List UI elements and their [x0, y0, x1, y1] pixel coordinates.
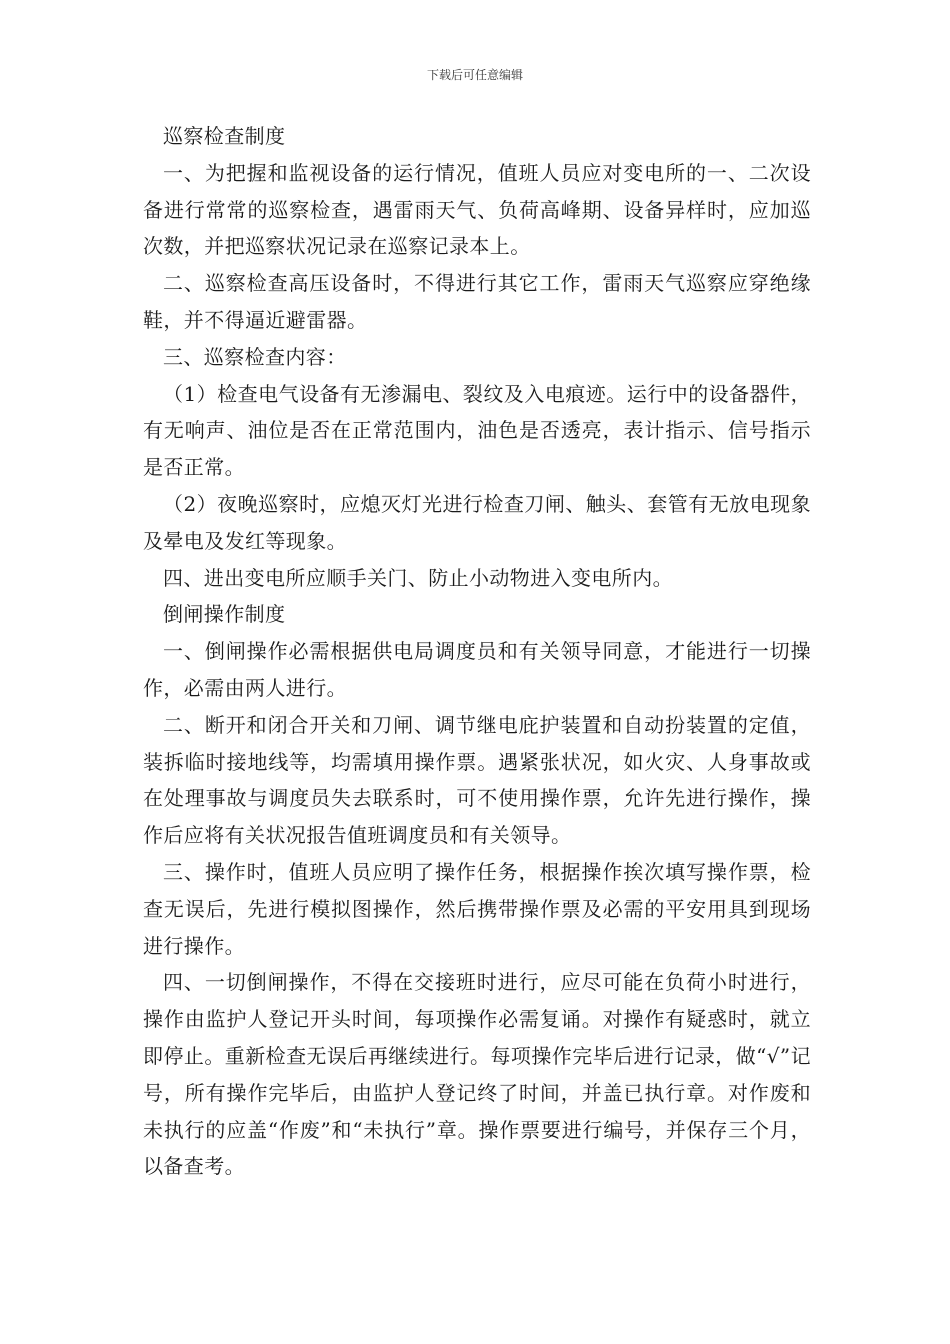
- section-title-switching: 倒闸操作制度: [163, 602, 286, 627]
- paragraph: 四、进出变电所应顺手关门、防止小动物进入变电所内。: [163, 565, 673, 590]
- header-note: 下载后可任意编辑: [426, 68, 523, 82]
- document-body: [143, 118, 811, 1185]
- paragraph: 二、巡察检查高压设备时，不得进行其它工作，雷雨天气巡察应穿绝缘鞋，并不得逼近避雷器。: [143, 271, 811, 332]
- paragraph: 一、为把握和监视设备的运行情况，值班人员应对变电所的一、二次设备进行常常的巡察检查，遇雷雨天气、负荷高峰期、设备异样时，应加巡次数，并把巡察状况记录在巡察记录本上。: [143, 160, 811, 259]
- section-title-inspection: 巡察检查制度: [163, 124, 286, 148]
- paragraph: 二、断开和闭合开关和刀闸、调节继电庇护装置和自动扮装置的定值，装拆临时接地线等，均需填用操作票。遇紧张状况，如火灾、人身事故或在处理事故与调度员失去联系时，可不使用操作票，允许先进行操作，操作后应将有关状况报告值班调度员和有关领导。: [143, 712, 811, 848]
- paragraph: 四、一切倒闸操作，不得在交接班时进行，应尽可能在负荷小时进行，操作由监护人登记开头时间，每项操作必需复诵。对操作有疑惑时，就立即停止。重新检查无误后再继续进行。每项操作完毕后进行记录，做“√”记号，所有操作完毕后，由监护人登记终了时间，并盖已执行章。对作废和未执行的应盖“作废”和“未执行”章。操作票要进行编号，并保存三个月，以备查考。: [143, 970, 811, 1179]
- paragraph: 三、操作时，值班人员应明了操作任务，根据操作挨次填写操作票，检查无误后，先进行模拟图操作，然后携带操作票及必需的平安用具到现场进行操作。: [143, 859, 811, 958]
- paragraph: （1）检查电气设备有无渗漏电、裂纹及入电痕迹。运行中的设备器件，有无响声、油位是否在正常范围内，油色是否透亮，表计指示、信号指示是否正常。: [143, 381, 811, 480]
- paragraph: （2）夜晚巡察时，应熄灭灯光进行检查刀闸、触头、套管有无放电现象及晕电及发红等现象。: [143, 491, 811, 553]
- paragraph: 一、倒闸操作必需根据供电局调度员和有关领导同意，才能进行一切操作，必需由两人进行。: [143, 639, 811, 700]
- paragraph: 三、巡察检查内容：: [163, 344, 347, 369]
